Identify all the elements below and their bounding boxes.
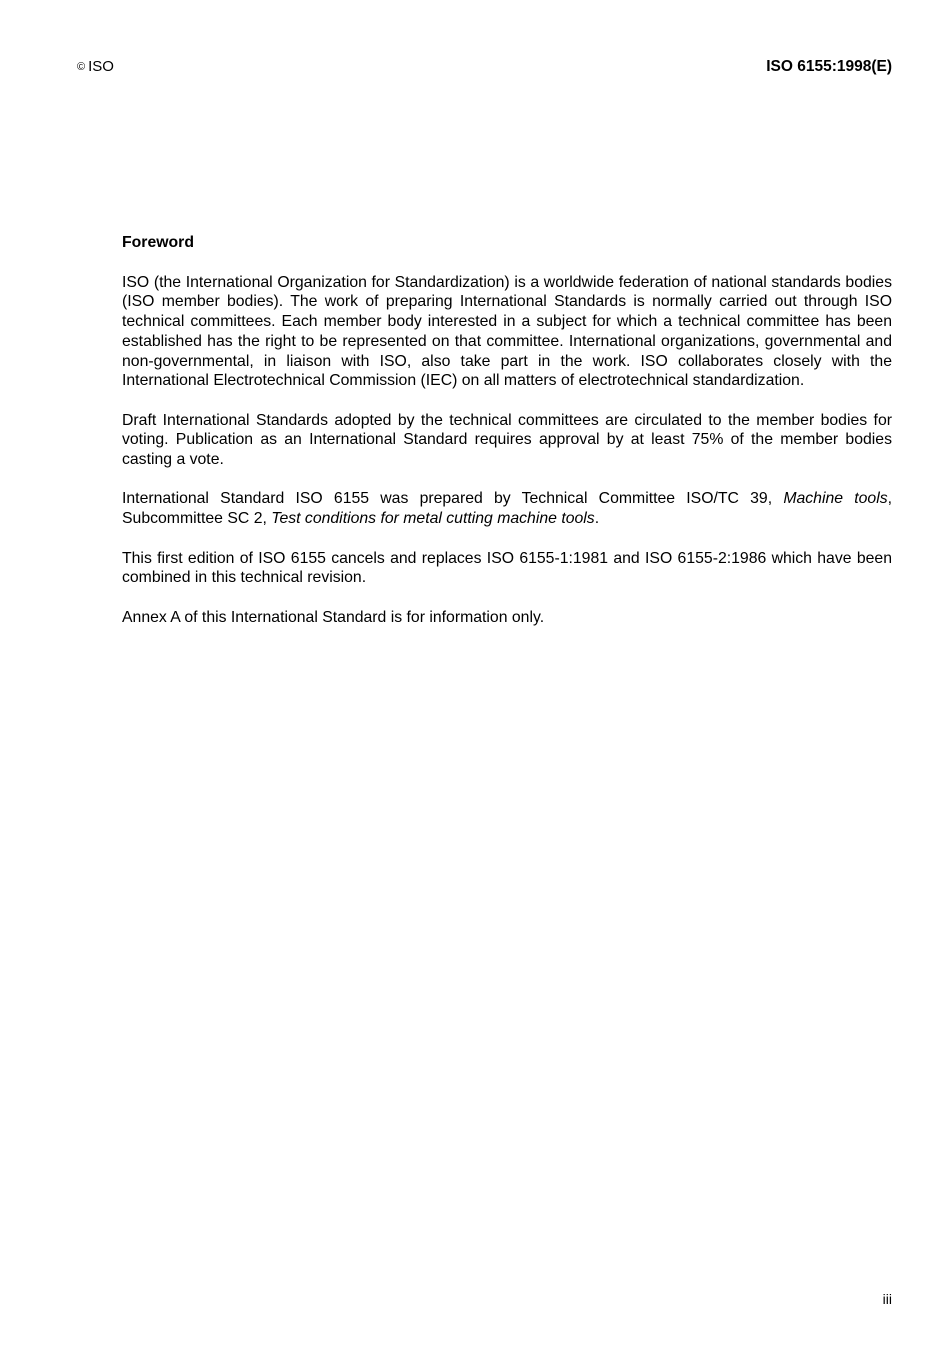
document-id: ISO 6155:1998(E)	[766, 58, 892, 75]
foreword-title: Foreword	[122, 234, 194, 251]
foreword-paragraph-2: Draft International Standards adopted by the technical committees are circulated to the member bodies for voting. Publication as an International Standard requires approval by at least 75% of the member bodies casting a vote.	[122, 411, 892, 469]
p3-text-2: , Subcommittee SC 2,	[122, 490, 892, 528]
copyright-symbol: ©	[77, 61, 86, 73]
p3-italic-committee: Machine tools	[783, 490, 888, 508]
foreword-section	[122, 233, 892, 647]
foreword-paragraph-4: This first edition of ISO 6155 cancels and replaces ISO 6155-1:1981 and ISO 6155-2:1986 which have been combined in this technical revision.	[122, 549, 892, 587]
header-copyright	[77, 58, 114, 76]
p3-text-1: International Standard ISO 6155 was prepared by Technical Committee ISO/TC 39,	[122, 490, 784, 508]
foreword-paragraph-1: ISO (the International Organization for Standardization) is a worldwide federation of national standards bodies (ISO member bodies). The work of preparing International Standards is normally carried out through ISO technical committees. Each member body interested in a subject for which a technical committee has been established has the right to be represented on that committee. International organizations, governmental and non-governmental, in liaison with ISO, also take part in the work. ISO collaborates closely with the International Electrotechnical Commission (IEC) on all matters of electrotechnical standardization.	[122, 273, 892, 390]
page-number: iii	[882, 1291, 892, 1307]
foreword-paragraph-3	[122, 489, 892, 528]
foreword-paragraph-5: Annex A of this International Standard is for information only.	[122, 608, 545, 626]
p3-italic-subcommittee: Test conditions for metal cutting machine tools	[271, 510, 595, 528]
copyright-org: ISO	[88, 58, 114, 75]
p3-text-3: .	[594, 510, 600, 528]
